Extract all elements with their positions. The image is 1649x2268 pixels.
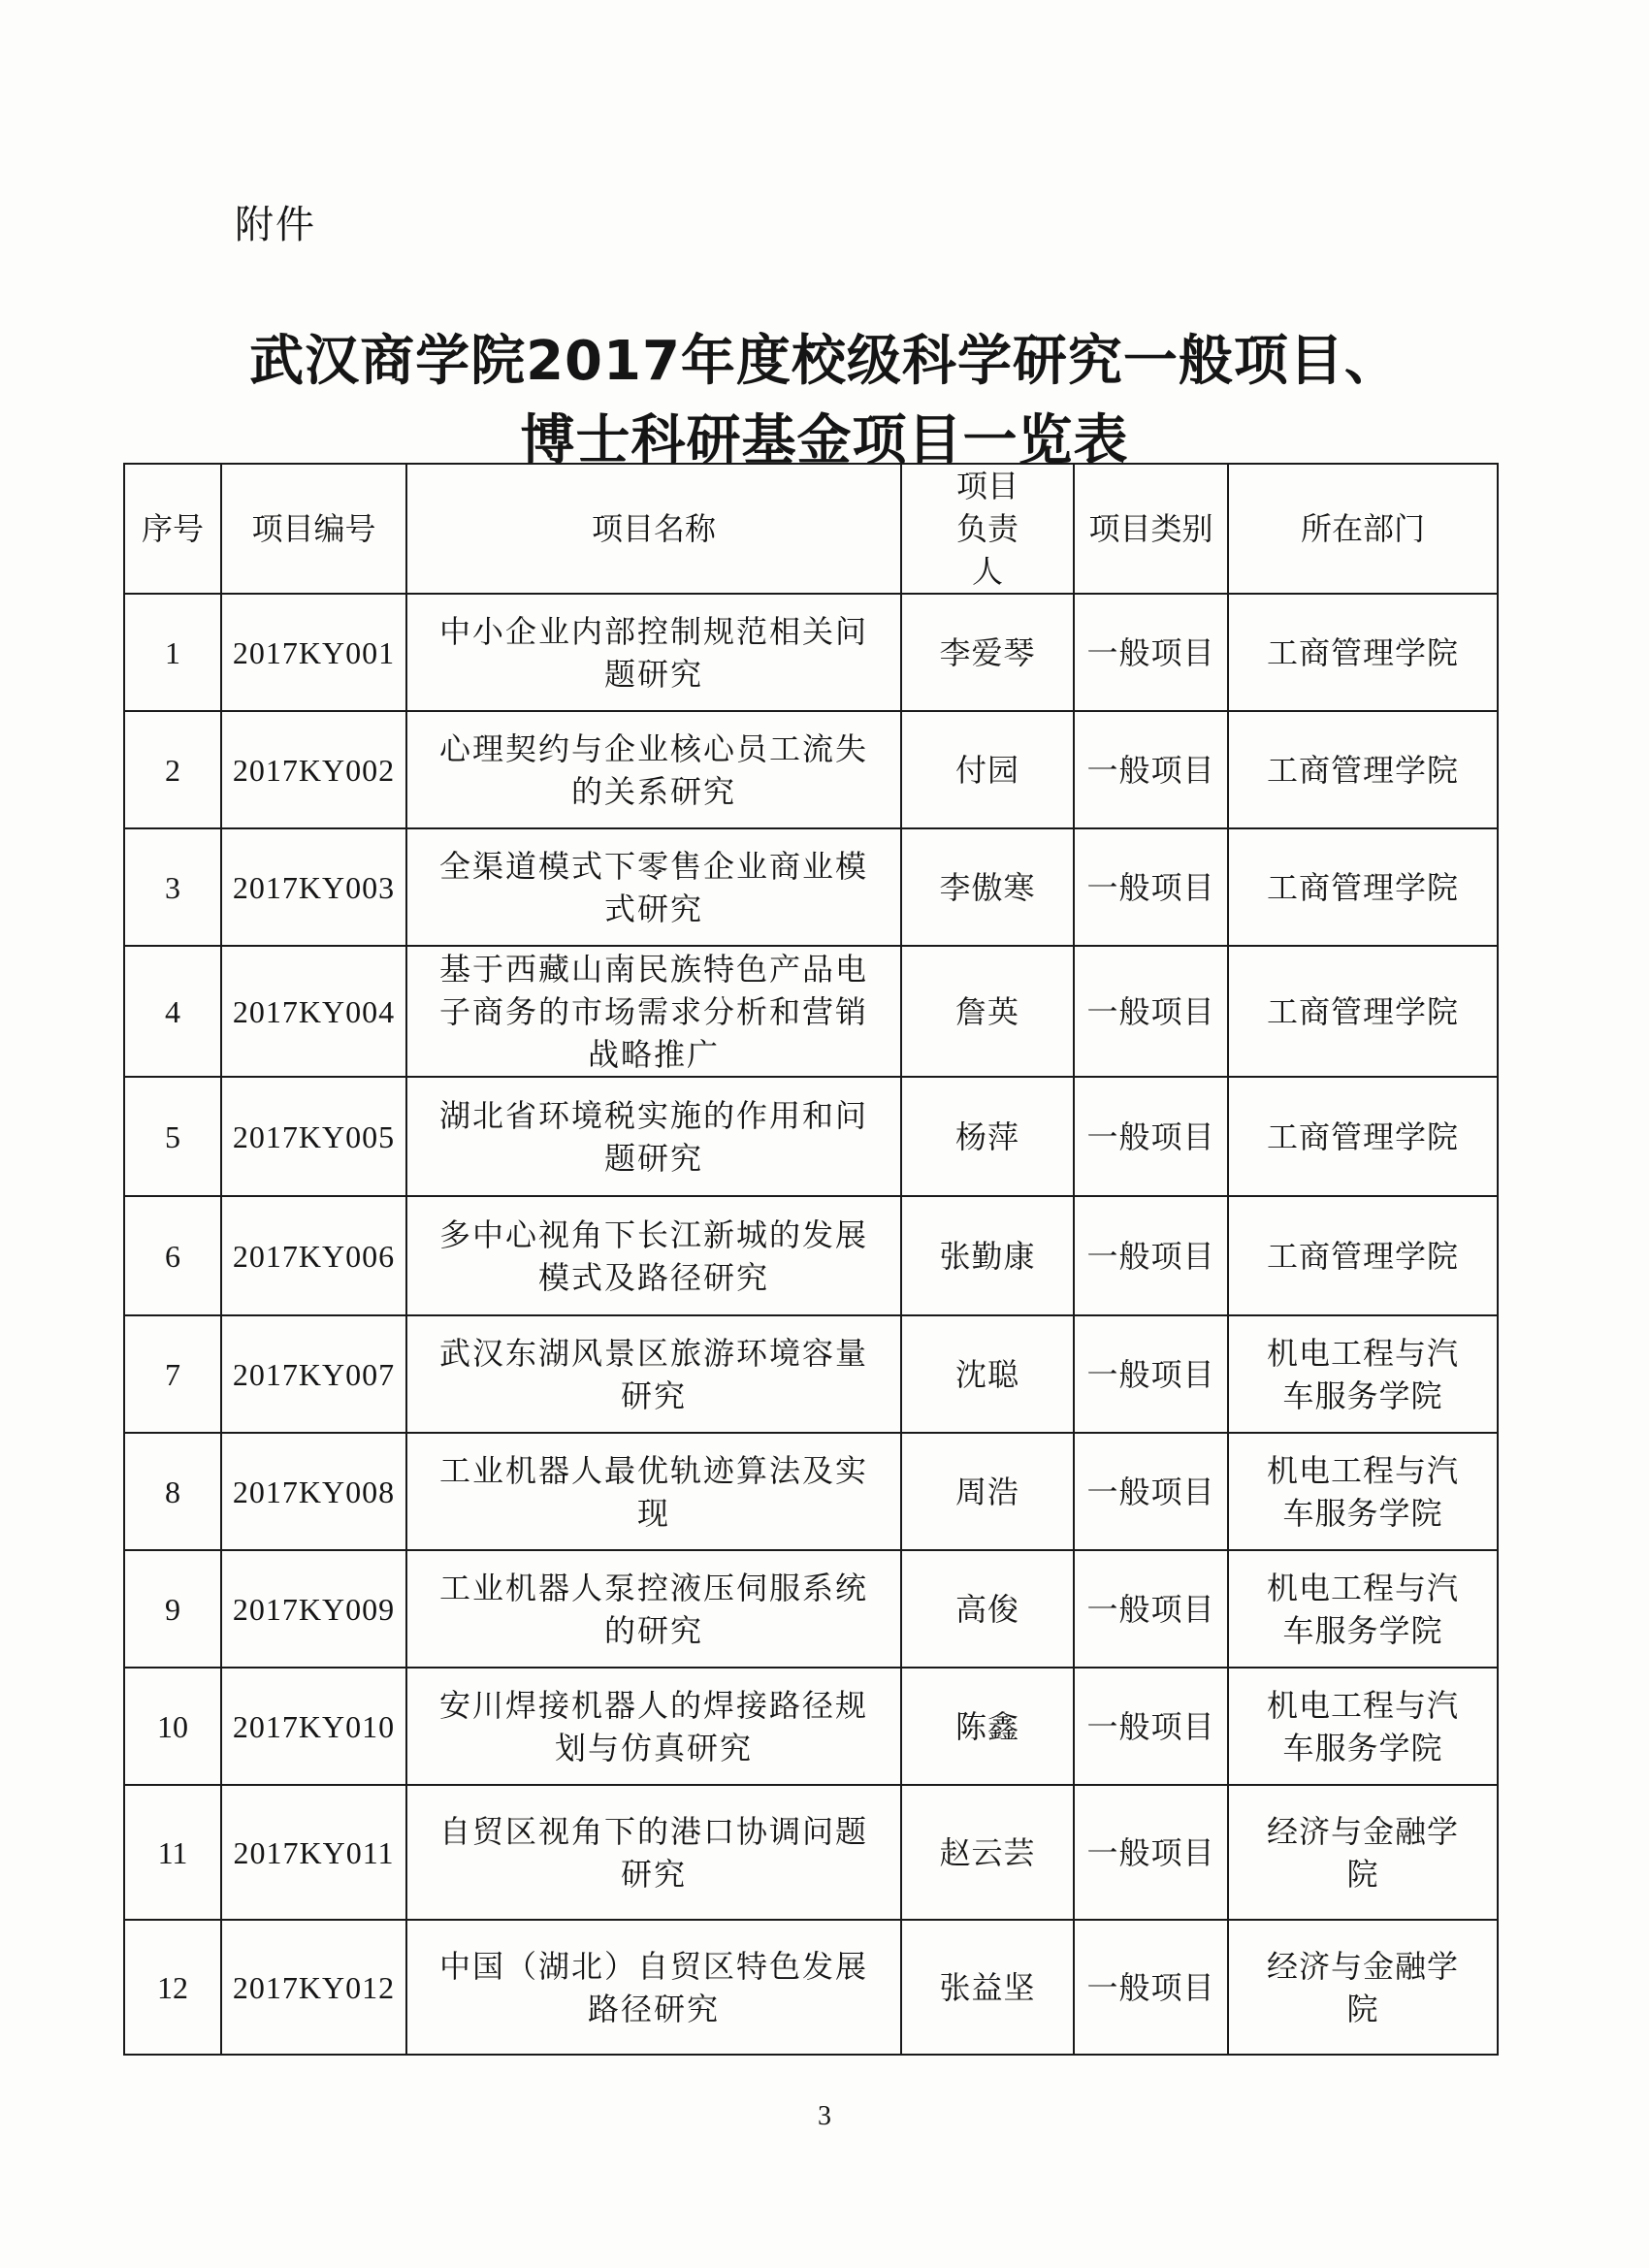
header-department: 所在部门 xyxy=(1228,464,1498,594)
annex-label: 附件 xyxy=(235,203,316,247)
row-project-code: 2017KY003 xyxy=(221,828,406,946)
row-department xyxy=(1228,1920,1498,2055)
header-leader-text: 项目负责人 xyxy=(955,468,1018,590)
row-project-leader: 沈聪 xyxy=(901,1315,1074,1433)
row-project-name-text: 全渠道模式下零售企业商业模式研究 xyxy=(438,847,868,927)
row-project-code: 2017KY010 xyxy=(221,1668,406,1785)
table-row xyxy=(124,1668,1498,1785)
row-project-code: 2017KY007 xyxy=(221,1315,406,1433)
row-department xyxy=(1228,1785,1498,1920)
row-index: 8 xyxy=(124,1433,221,1550)
row-department xyxy=(1228,1550,1498,1668)
row-project-name xyxy=(406,711,901,828)
row-project-name-text: 工业机器人最优轨迹算法及实现 xyxy=(438,1451,868,1532)
header-index: 序号 xyxy=(124,464,221,594)
table-header-row xyxy=(124,464,1498,594)
row-project-code: 2017KY012 xyxy=(221,1920,406,2055)
table-row xyxy=(124,594,1498,711)
table-row xyxy=(124,1920,1498,2055)
row-project-name-text: 湖北省环境税实施的作用和问题研究 xyxy=(438,1096,868,1177)
row-department: 工商管理学院 xyxy=(1228,594,1498,711)
table-row xyxy=(124,946,1498,1077)
row-project-name-text: 安川焊接机器人的焊接路径规划与仿真研究 xyxy=(438,1686,868,1766)
row-index: 2 xyxy=(124,711,221,828)
row-project-name xyxy=(406,594,901,711)
page-number: 3 xyxy=(818,2101,831,2131)
row-department xyxy=(1228,1315,1498,1433)
row-index: 4 xyxy=(124,946,221,1077)
row-project-code: 2017KY004 xyxy=(221,946,406,1077)
table-row xyxy=(124,711,1498,828)
row-project-code: 2017KY009 xyxy=(221,1550,406,1668)
row-project-leader: 张益坚 xyxy=(901,1920,1074,2055)
table-row xyxy=(124,1196,1498,1315)
row-project-name-text: 中国（湖北）自贸区特色发展路径研究 xyxy=(438,1947,868,2027)
row-department: 工商管理学院 xyxy=(1228,946,1498,1077)
row-project-code: 2017KY002 xyxy=(221,711,406,828)
row-index: 11 xyxy=(124,1785,221,1920)
row-index: 10 xyxy=(124,1668,221,1785)
row-project-category: 一般项目 xyxy=(1074,1785,1228,1920)
row-department: 工商管理学院 xyxy=(1228,1196,1498,1315)
row-project-category: 一般项目 xyxy=(1074,1433,1228,1550)
row-project-leader: 杨萍 xyxy=(901,1077,1074,1196)
row-project-category: 一般项目 xyxy=(1074,711,1228,828)
row-project-category: 一般项目 xyxy=(1074,1668,1228,1785)
row-project-name-text: 工业机器人泵控液压伺服系统的研究 xyxy=(438,1569,868,1649)
row-department-text: 机电工程与汽车服务学院 xyxy=(1266,1569,1459,1649)
row-project-name-text: 多中心视角下长江新城的发展模式及路径研究 xyxy=(438,1215,868,1296)
row-project-code: 2017KY008 xyxy=(221,1433,406,1550)
project-list-table xyxy=(123,463,1499,2056)
row-project-category: 一般项目 xyxy=(1074,946,1228,1077)
row-index: 1 xyxy=(124,594,221,711)
row-project-category: 一般项目 xyxy=(1074,828,1228,946)
header-code: 项目编号 xyxy=(221,464,406,594)
row-project-name-text: 心理契约与企业核心员工流失的关系研究 xyxy=(438,729,868,810)
table-row xyxy=(124,1077,1498,1196)
row-department: 工商管理学院 xyxy=(1228,1077,1498,1196)
row-project-name-text: 武汉东湖风景区旅游环境容量研究 xyxy=(438,1334,868,1414)
row-project-name-text: 自贸区视角下的港口协调问题研究 xyxy=(438,1812,868,1893)
table-row xyxy=(124,1433,1498,1550)
row-index: 6 xyxy=(124,1196,221,1315)
header-category: 项目类别 xyxy=(1074,464,1228,594)
table-row xyxy=(124,1315,1498,1433)
document-title-line-2: 博士科研基金项目一览表 xyxy=(520,409,1129,472)
row-project-leader: 陈鑫 xyxy=(901,1668,1074,1785)
table-body xyxy=(124,594,1498,2055)
row-project-code: 2017KY006 xyxy=(221,1196,406,1315)
header-leader xyxy=(901,464,1074,594)
row-department-text: 机电工程与汽车服务学院 xyxy=(1266,1451,1459,1532)
row-project-code: 2017KY011 xyxy=(221,1785,406,1920)
row-department xyxy=(1228,1433,1498,1550)
row-project-name-text: 基于西藏山南民族特色产品电子商务的市场需求分析和营销战略推广 xyxy=(438,950,868,1073)
row-project-code: 2017KY001 xyxy=(221,594,406,711)
row-index: 5 xyxy=(124,1077,221,1196)
row-department-text: 机电工程与汽车服务学院 xyxy=(1266,1686,1459,1766)
row-department-text: 机电工程与汽车服务学院 xyxy=(1266,1334,1459,1414)
row-project-name xyxy=(406,1668,901,1785)
row-project-name xyxy=(406,1550,901,1668)
row-project-leader: 李傲寒 xyxy=(901,828,1074,946)
row-project-category: 一般项目 xyxy=(1074,1550,1228,1668)
row-project-leader: 高俊 xyxy=(901,1550,1074,1668)
row-department xyxy=(1228,1668,1498,1785)
row-project-category: 一般项目 xyxy=(1074,1920,1228,2055)
row-project-name xyxy=(406,1433,901,1550)
row-project-category: 一般项目 xyxy=(1074,1077,1228,1196)
document-title-line-1: 武汉商学院2017年度校级科学研究一般项目、 xyxy=(249,330,1400,393)
row-project-name xyxy=(406,1920,901,2055)
row-project-code: 2017KY005 xyxy=(221,1077,406,1196)
row-department-text: 经济与金融学院 xyxy=(1266,1812,1459,1893)
row-project-leader: 付园 xyxy=(901,711,1074,828)
row-project-category: 一般项目 xyxy=(1074,1315,1228,1433)
row-department-text: 经济与金融学院 xyxy=(1266,1947,1459,2027)
row-index: 7 xyxy=(124,1315,221,1433)
row-project-leader: 詹英 xyxy=(901,946,1074,1077)
row-project-name xyxy=(406,1196,901,1315)
row-project-name-text: 中小企业内部控制规范相关问题研究 xyxy=(438,612,868,693)
row-project-name xyxy=(406,1077,901,1196)
row-project-name xyxy=(406,828,901,946)
row-index: 9 xyxy=(124,1550,221,1668)
row-project-name xyxy=(406,1315,901,1433)
header-name: 项目名称 xyxy=(406,464,901,594)
row-index: 12 xyxy=(124,1920,221,2055)
row-project-name xyxy=(406,1785,901,1920)
row-department: 工商管理学院 xyxy=(1228,711,1498,828)
table-row xyxy=(124,1785,1498,1920)
row-project-name xyxy=(406,946,901,1077)
row-project-leader: 张勤康 xyxy=(901,1196,1074,1315)
row-department: 工商管理学院 xyxy=(1228,828,1498,946)
row-project-leader: 赵云芸 xyxy=(901,1785,1074,1920)
row-project-leader: 周浩 xyxy=(901,1433,1074,1550)
row-project-leader: 李爱琴 xyxy=(901,594,1074,711)
row-project-category: 一般项目 xyxy=(1074,594,1228,711)
table-row xyxy=(124,828,1498,946)
row-project-category: 一般项目 xyxy=(1074,1196,1228,1315)
table-row xyxy=(124,1550,1498,1668)
row-index: 3 xyxy=(124,828,221,946)
